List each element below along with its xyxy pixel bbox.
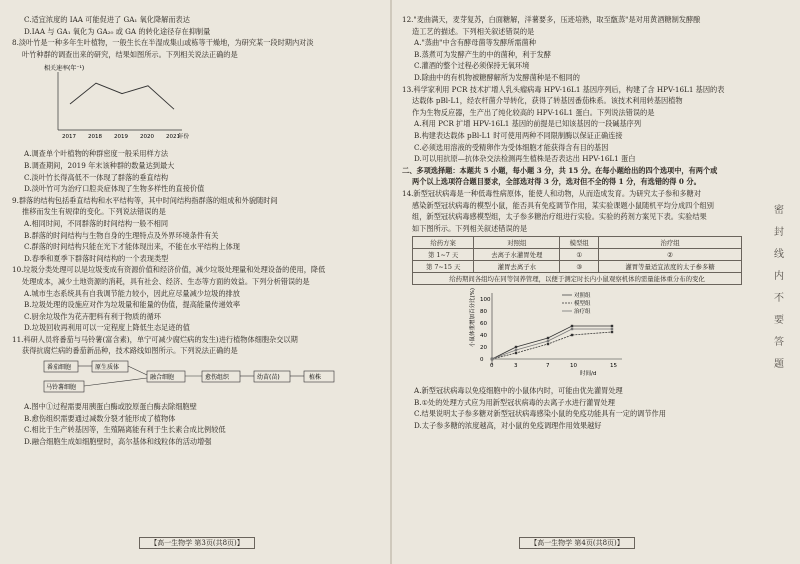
option-b: B.构建表达载体 pBl-L1 时可使用两种不同限制酶以保证正确连接 xyxy=(414,130,623,140)
option-c: C.厨余垃圾作为花卉肥料有利于物质的循环 xyxy=(24,311,161,321)
binding-line-notice xyxy=(770,200,788,376)
question-14-stem: 如下图所示。下列相关叙述错误的是 xyxy=(412,223,528,233)
page-divider xyxy=(390,0,392,564)
binding-char: 不 xyxy=(774,293,784,304)
option-a: A.图中①过程需要用胰蛋白酶或胶原蛋白酶去除细胞壁 xyxy=(24,402,197,412)
binding-char: 要 xyxy=(774,315,784,326)
option-d: D.融合细胞生成如细胞壁时，高尔基体和线粒体的活动增强 xyxy=(24,436,212,446)
y-tick-label: 60 xyxy=(480,321,487,328)
table-row xyxy=(413,249,742,261)
x-tick-label: 0 xyxy=(490,363,494,370)
y-tick-label: 100 xyxy=(480,297,491,304)
series-line xyxy=(492,326,612,359)
right-page xyxy=(402,14,752,550)
text-line: D.IAA 与 GA₁ 氧化为 GA₂₀ 或 GA 的转化途径存在抑制量 xyxy=(24,26,211,36)
option-a: A.城市生态系统具有自我调节能力较小，因此应尽量减少垃圾的排放 xyxy=(24,288,240,298)
binding-char: 密 xyxy=(774,205,784,216)
legend-item: 对照组 xyxy=(574,293,591,300)
chart-ylabel: 相关速率(年⁻¹) xyxy=(44,65,85,73)
question-8-stem: 8.淡叶竹是一种多年生叶植物，一般生长在半湿成集山或栋等干燥地，为研究某一段时期内对淡 xyxy=(12,38,314,48)
x-tick-label: 7 xyxy=(546,363,550,370)
x-tick-label: 2018 xyxy=(88,134,102,141)
flow-node: 植株 xyxy=(309,374,322,382)
question-9-stem: 推移而发生有规律的变化。下列说法错误的是 xyxy=(22,207,166,217)
x-tick-label: 2019 xyxy=(114,134,128,141)
table-header: 给药方案 xyxy=(413,237,474,249)
x-axis-label: 年份 xyxy=(178,134,190,141)
question-11-stem: 获得抗腐烂病的番茄新品种，技术路线如图所示。下列说法正确的是 xyxy=(22,346,238,356)
data-point xyxy=(571,325,573,327)
section-heading: 二、多项选择题：本题共 5 小题，每小题 3 分，共 15 分。在每小题给出的四个选项中，有两个或 xyxy=(402,165,718,175)
option-b: B.群落的时间结构与生物自身的生理特点及外界环境条件有关 xyxy=(24,230,219,240)
dosing-table xyxy=(412,236,742,285)
option-b: B.①处的处理方式应为用新型冠状病毒的去离子水进行灌胃处理 xyxy=(414,397,615,407)
option-a: A.调查单个叶植物的种群密度一般采用样方法 xyxy=(24,149,169,159)
question-11-stem: 11.科研人员将番茄与马铃薯(富含素)，单宁可减少腐烂病的发生)进行植物体细胞杂交以期 xyxy=(12,334,298,344)
text-line: C.适宜浓度的 IAA 可能促进了 GA₁ 氧化降解而表达 xyxy=(24,15,190,24)
table-header: 模型组 xyxy=(560,237,599,249)
flow-node: 愈伤组织 xyxy=(205,374,230,382)
x-tick-label: 2021 xyxy=(166,134,180,141)
data-point xyxy=(515,352,517,354)
question-13-stem: 作为生物反应器，生产出了纯化较高的 HPV-16L1 蛋白。下列说法错误的是 xyxy=(412,107,655,117)
question-12-stem: 12."麦曲满天，麦芽复苏，白面糖解，洋薯要多，压迹培熟，取至甑蒸"是对用黄酒糖制发酵酿 xyxy=(402,15,701,24)
data-point xyxy=(547,337,549,339)
table-row xyxy=(413,261,742,273)
binding-char: 题 xyxy=(774,359,784,370)
question-14-stem: 组，新型冠状病毒感模型组，太子参多糖治疗组进行实验。实验的药剂方案见下表。实验结果 xyxy=(412,212,707,222)
x-tick-label: 2020 xyxy=(140,134,154,141)
flow-node: 原生质体 xyxy=(95,364,120,372)
q8-chart-svg xyxy=(42,62,192,142)
option-d: D.淡叶竹可为治疗口腔炎症体现了生物多样性的直接价值 xyxy=(24,184,205,194)
chart-ylabel: 小鼠体重增加百分比(%) xyxy=(470,288,476,348)
page-footer xyxy=(402,538,752,548)
x-tick-label: 15 xyxy=(610,363,617,370)
table-cell: ② xyxy=(599,249,742,261)
y-tick-label: 80 xyxy=(480,309,487,316)
question-13-stem: 达载体 pBl-L1，经农杆菌介导转化，获得了转基因番茄株系。该技术利用转基因植物 xyxy=(412,96,683,106)
x-tick-label: 10 xyxy=(570,363,577,370)
data-point xyxy=(571,334,573,336)
data-point xyxy=(611,331,613,333)
data-point xyxy=(611,325,613,327)
y-tick-label: 20 xyxy=(480,345,487,352)
table-row xyxy=(413,273,742,285)
table-cell: 去离子水灌胃处理 xyxy=(474,249,560,261)
left-page xyxy=(12,14,382,550)
flow-node: 融合细胞 xyxy=(150,374,175,382)
chart-legend xyxy=(562,291,591,315)
option-a: A.相同时间，不同群落的时间结构一般不相同 xyxy=(24,218,169,228)
question-12-stem: 造工艺的描述。下列相关叙述错误的是 xyxy=(412,26,535,36)
flow-node: 番茄细胞 xyxy=(47,364,72,372)
legend-item: 治疗组 xyxy=(574,309,591,316)
x-tick-label: 2017 xyxy=(62,134,76,141)
series-line xyxy=(70,84,174,110)
option-d: D.太子参多糖的浓度越高，对小鼠的免疫调理作用效果越好 xyxy=(414,421,602,431)
option-d: D.可以用抗原—抗体杂交法检测再生植株是否表达出 HPV-16L1 蛋白 xyxy=(414,154,636,164)
option-a: A.利用 PCR 扩增 HPV-16L1 基因的前提是已知该基因的一段碱基序列 xyxy=(414,119,642,129)
question-10-stem: 处理成本，减少土地资源的消耗，具有社会、经济、生态等方面的效益。下列分析错误的是 xyxy=(22,276,310,286)
flow-svg xyxy=(42,359,342,395)
option-c: C.灌酒的整个过程必须保持无氧环境 xyxy=(414,61,530,71)
question-14-stem: 感染新型冠状病毒的模型小鼠，能否具有免疫调节作用，某实验课题小鼠随机平均分成四个组别 xyxy=(412,200,714,210)
data-point xyxy=(547,343,549,345)
data-point xyxy=(547,340,549,342)
footer-label: 【高一生物学 第4页(共8页)】 xyxy=(519,537,635,549)
x-tick-label: 3 xyxy=(514,363,518,370)
page-footer xyxy=(12,538,382,548)
option-b: B.蒸煮可为发酵产生的中的菌种，利于发酵 xyxy=(414,49,551,59)
option-d: D.除曲中的有机物被糖酵解所为发酵菌种是不相同的 xyxy=(414,72,580,82)
flow-node: 幼苗(苗) xyxy=(257,374,280,382)
chart-xlabel: 时间/d xyxy=(580,371,597,378)
data-point xyxy=(571,328,573,330)
binding-char: 线 xyxy=(774,249,784,260)
binding-char: 答 xyxy=(774,337,784,348)
option-c: C.相比于生产转基因等，生殖隔离能有利于生长素合成比例较低 xyxy=(24,425,226,435)
option-c: C.结果说明太子参多糖对新型冠状病毒感染小鼠的免疫功能具有一定的调节作用 xyxy=(414,409,666,419)
option-c: C.群落的时间结构只能在光下才能体现出来，不能在水平结构上体现 xyxy=(24,242,240,252)
option-d: D.垃圾回收再利用可以一定程度上降低生态足迹的值 xyxy=(24,323,190,333)
question-10-stem: 10.垃圾分类处理可以是垃圾变成有资源价值和经济价值，减少垃圾处理量和处理设备的使用，降低 xyxy=(12,265,326,275)
table-cell: 灌胃去离子水 xyxy=(474,261,560,273)
table-cell: 第 1~7 天 xyxy=(413,249,474,261)
q8-line-chart xyxy=(42,62,382,146)
y-tick-label: 40 xyxy=(480,333,487,340)
option-b: B.垃圾处理的设施应对作为垃圾量和能量的伪值，提高能量传递效率 xyxy=(24,300,241,310)
table-note: 给药期间各组均在同等饲养管理，以便于测定时长内小鼠观察机体的需量能体重分布的变化 xyxy=(413,273,742,285)
question-13-stem: 13.科学家利用 PCR 技术扩增人乳头瘤病毒 HPV-16L1 基因序列后，构建了含 HPV-16L1 基因的表 xyxy=(402,84,725,94)
option-d: D.春季和夏季下群落时间结构的一个表现类型 xyxy=(24,253,169,263)
table-cell: ① xyxy=(560,249,599,261)
binding-char: 内 xyxy=(774,271,784,282)
q14-line-chart xyxy=(462,287,752,383)
question-8-stem: 叶竹种群的调查出来的研究，结果如图所示。下列相关说法正确的是 xyxy=(22,49,238,59)
table-row xyxy=(413,237,742,249)
flow-node: 马铃薯细胞 xyxy=(46,384,77,392)
question-9-stem: 9.群落的结构包括垂直结构和水平结构等，其中时间结构指群落的组成和外貌随时间 xyxy=(12,195,278,205)
table-cell: ③ xyxy=(560,261,599,273)
section-heading: 两个以上选项符合题目要求，全部选对得 3 分，选对但不全的得 1 分，有选错的得 0 分。 xyxy=(412,177,701,187)
binding-char: 封 xyxy=(774,227,784,238)
q11-flow-diagram xyxy=(42,359,382,399)
q14-chart-svg xyxy=(462,287,652,379)
legend-item: 模型组 xyxy=(574,301,591,308)
table-cell: 第 7~15 天 xyxy=(413,261,474,273)
data-point xyxy=(515,349,517,351)
data-point xyxy=(515,346,517,348)
option-b: B.调查期间，2019 年末该种群的数量达到最大 xyxy=(24,160,175,170)
option-a: A.新型冠状病毒以免疫细胞中的小鼠体内时，可能由优先灌胃处理 xyxy=(414,386,623,396)
footer-label: 【高一生物学 第3页(共8页)】 xyxy=(139,537,255,549)
option-a: A."蒸曲"中含有酵母菌等发酵所需菌种 xyxy=(414,38,536,48)
data-point xyxy=(491,358,493,360)
option-c: C.淡叶竹长得高低不一体现了群落的垂直结构 xyxy=(24,172,169,182)
table-cell: 灌胃等量适宜浓度的太子参多糖 xyxy=(599,261,742,273)
question-14-stem: 14.新型冠状病毒是一种低毒性病原体，能使人和动物，从而造成发育。为研究太子参和多糖对 xyxy=(402,188,701,198)
data-point xyxy=(611,328,613,330)
table-header: 治疗组 xyxy=(599,237,742,249)
option-b: B.愈伤组织需要通过减数分裂才能形成了植物体 xyxy=(24,413,176,423)
option-c: C.必须选用溶液的受精卵作为受体细胞才能获得含有目的基因 xyxy=(414,142,609,152)
table-header: 对照组 xyxy=(474,237,560,249)
y-tick-label: 0 xyxy=(480,357,484,364)
